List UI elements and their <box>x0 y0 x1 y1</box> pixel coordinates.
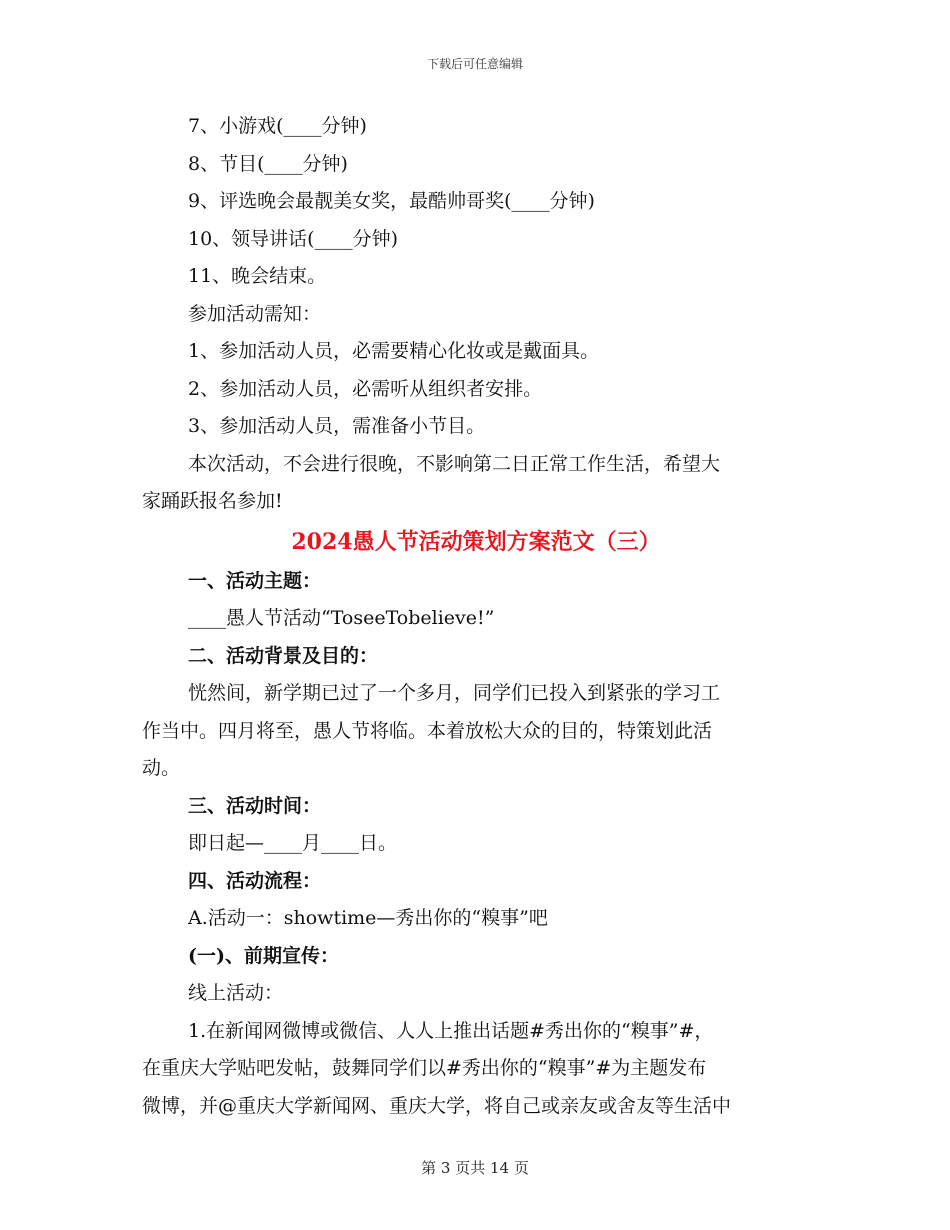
document-body <box>142 108 810 1125</box>
notice-item-1: 1、参加活动人员，必需要精心化妆或是戴面具。 <box>188 340 600 362</box>
closing-paragraph-line-1: 本次活动，不会进行很晚，不影响第二日正常工作生活，希望大 <box>188 452 721 475</box>
notice-heading: 参加活动需知： <box>188 302 322 325</box>
online-activity-label: 线上活动： <box>188 982 284 1004</box>
time-text: 即日起—____月____日。 <box>188 832 398 854</box>
background-line-3: 动。 <box>142 757 181 779</box>
heading-theme: 一、活动主题： <box>188 569 322 592</box>
theme-text: ____愚人节活动“ToseeTobelieve!” <box>188 607 495 629</box>
program-item-8: 8、节目(____分钟) <box>188 152 348 175</box>
heading-publicity: (一)、前期宣传： <box>188 944 339 967</box>
background-line-1: 恍然间，新学期已过了一个多月，同学们已投入到紧张的学习工 <box>188 682 721 704</box>
background-line-2: 作当中。四月将至，愚人节将临。本着放松大众的目的，特策划此活 <box>142 719 713 742</box>
program-item-10: 10、领导讲话(____分钟) <box>188 227 399 250</box>
online-line-2: 在重庆大学贴吧发帖，鼓舞同学们以#秀出你的“糗事”#为主题发布 <box>142 1057 707 1079</box>
program-item-7: 7、小游戏(____分钟) <box>188 115 367 137</box>
online-line-3: 微博，并@重庆大学新闻网、重庆大学，将自己或亲友或舍友等生活中 <box>142 1094 732 1117</box>
notice-item-3: 3、参加活动人员，需准备小节目。 <box>188 415 486 437</box>
notice-item-2: 2、参加活动人员，必需听从组织者安排。 <box>188 377 543 400</box>
section-title: 2024愚人节活动策划方案范文（三） <box>291 528 661 555</box>
heading-background: 二、活动背景及目的： <box>188 644 379 667</box>
program-item-11: 11、晚会结束。 <box>188 265 327 287</box>
page-header: 下载后可任意编辑 <box>426 57 523 71</box>
program-item-9: 9、评选晚会最靓美女奖，最酷帅哥奖(____分钟) <box>188 190 595 212</box>
heading-process: 四、活动流程： <box>188 869 322 892</box>
online-line-1: 1.在新闻网微博或微信、人人上推出话题#秀出你的“糗事”#， <box>188 1019 714 1042</box>
heading-time: 三、活动时间： <box>188 794 322 817</box>
closing-paragraph-line-2: 家踊跃报名参加! <box>142 490 283 512</box>
page-footer: 第 3 页共 14 页 <box>421 1159 529 1177</box>
activity-one: A.活动一：showtime—秀出你的“糗事”吧 <box>188 907 548 929</box>
